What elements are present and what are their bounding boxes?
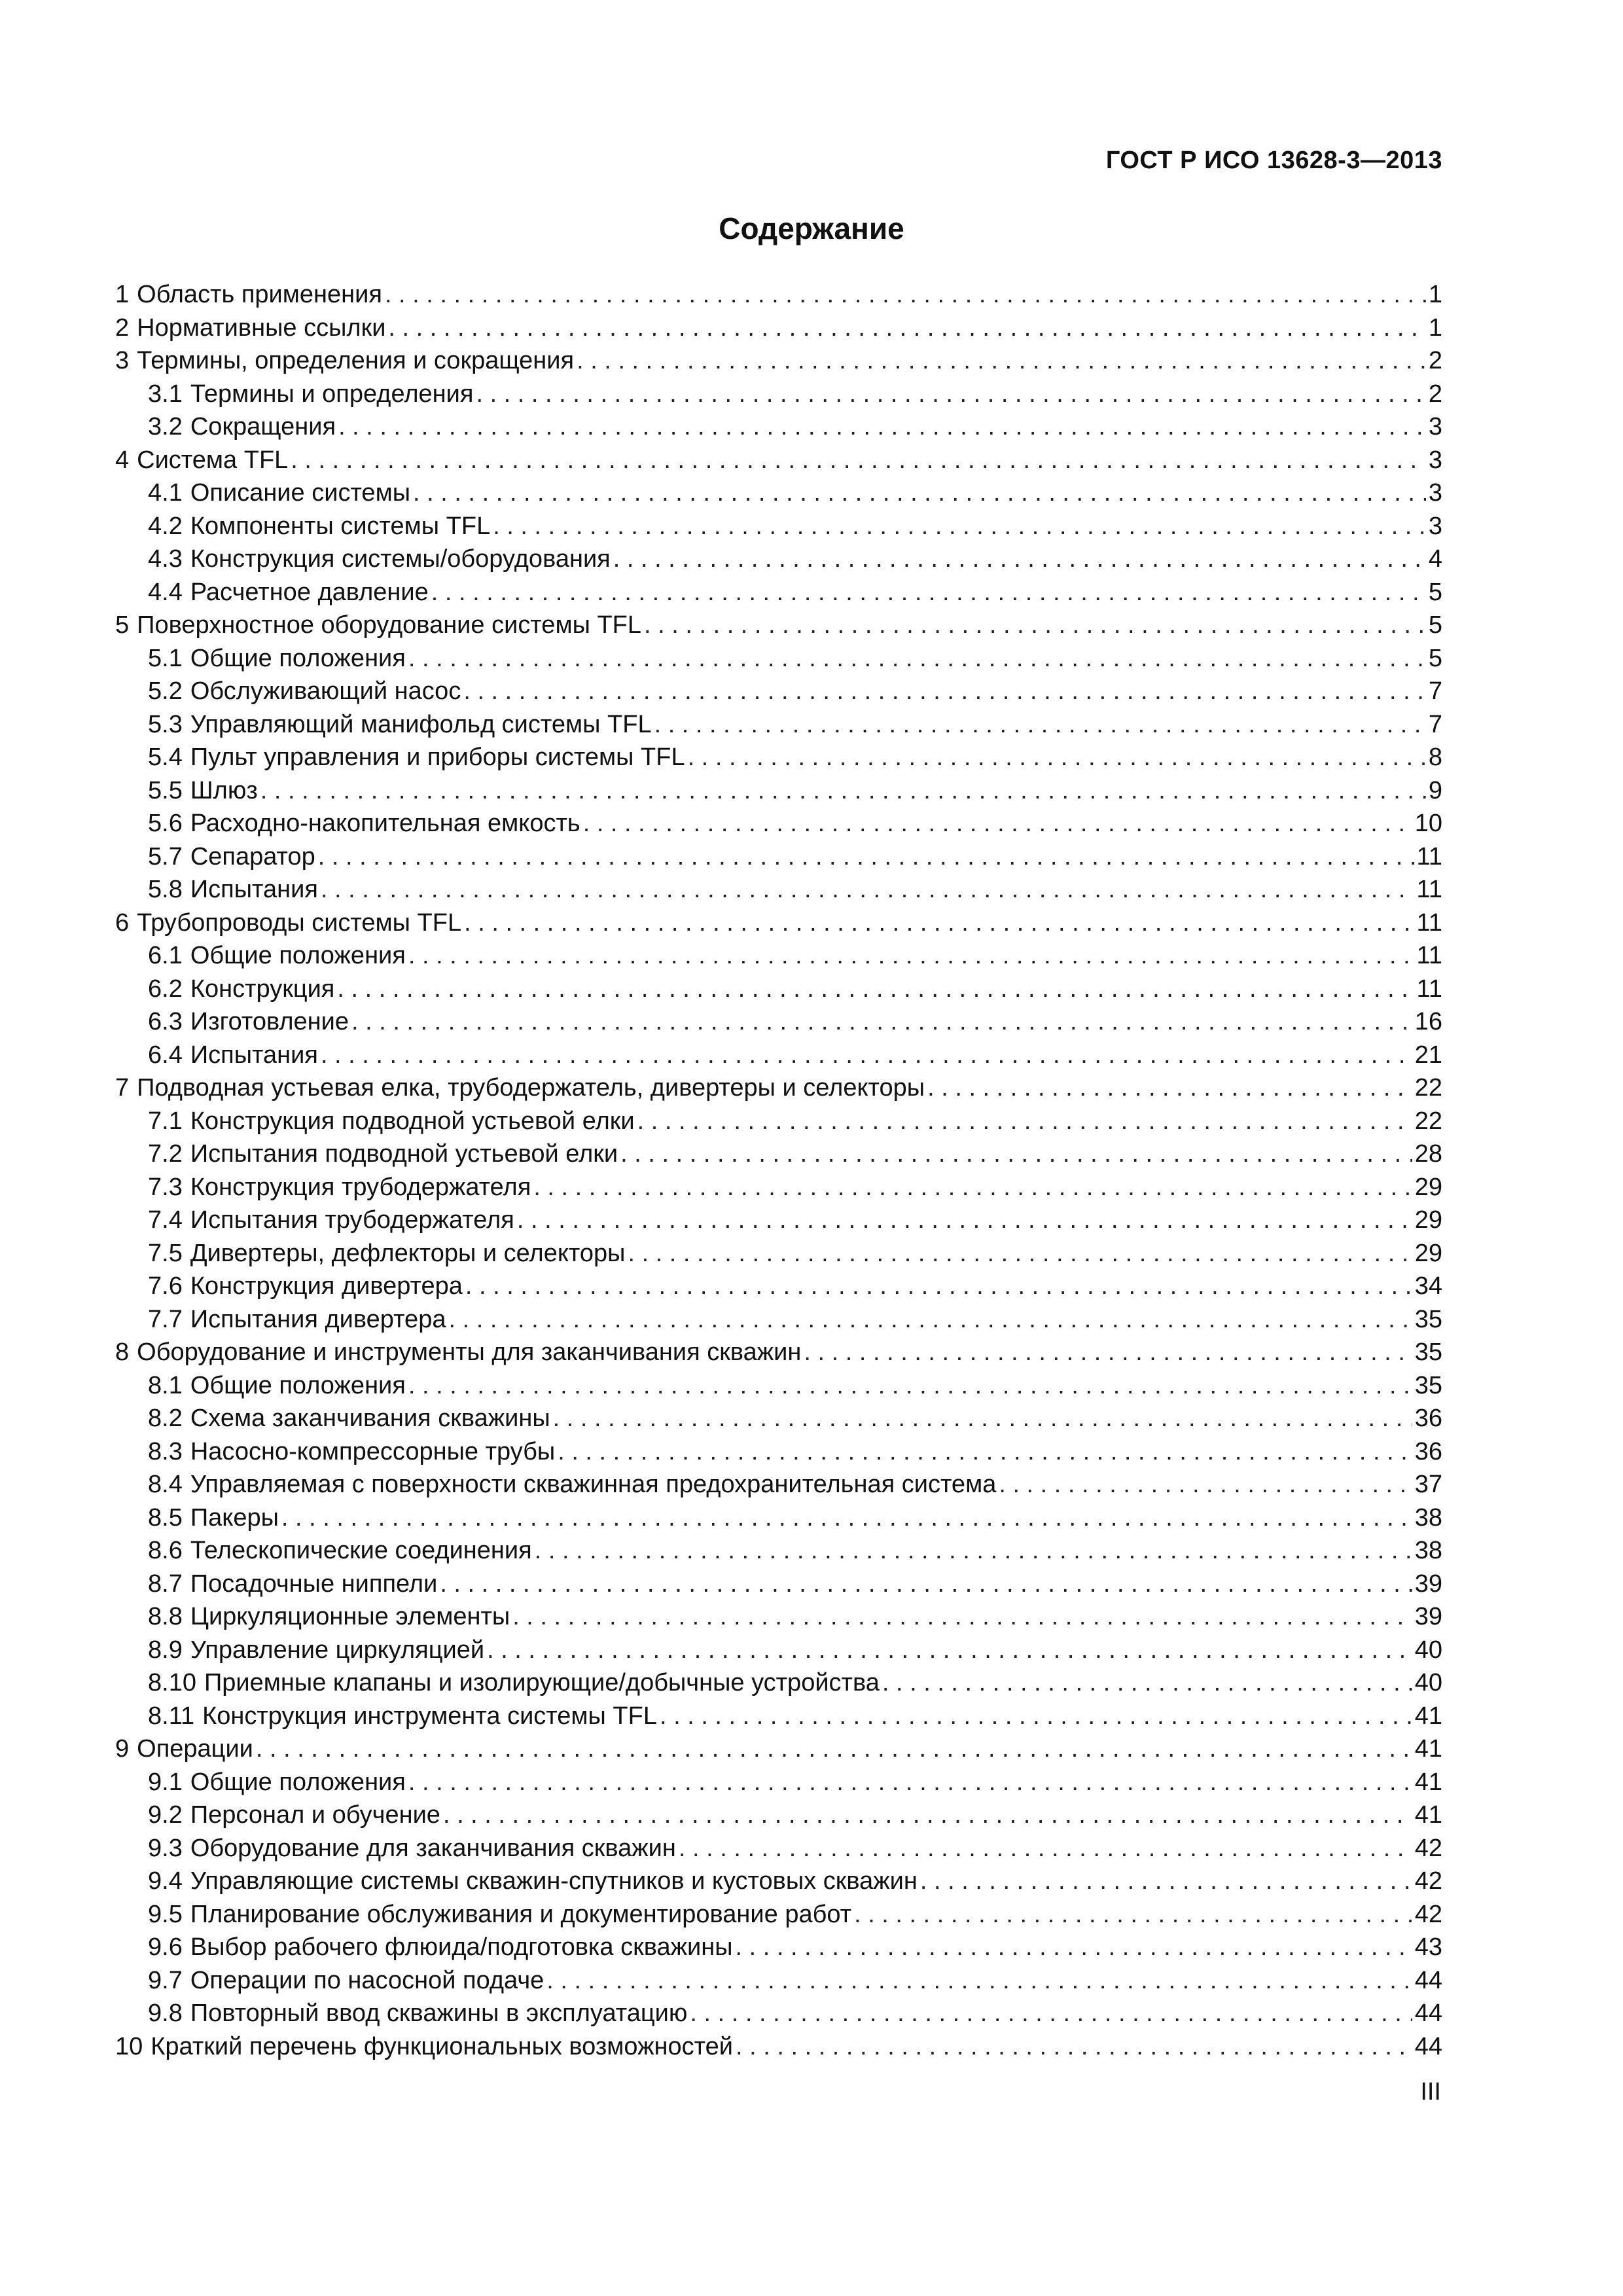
toc-entry-label: Общие положения <box>190 644 406 672</box>
toc-dot-leader <box>408 1766 1412 1799</box>
toc-entry-page: 44 <box>1414 2000 1442 2027</box>
toc-entry <box>115 807 1442 840</box>
toc-entry-label: Приемные клапаны и изолирующие/добычные устройства <box>204 1669 880 1696</box>
toc-entry <box>115 2030 1442 2064</box>
toc-entry-label: Циркуляционные элементы <box>190 1603 510 1630</box>
toc-dot-leader <box>440 1568 1412 1601</box>
toc-entry-number: 5.8 <box>148 876 183 903</box>
toc-entry <box>115 1270 1442 1303</box>
toc-entry-label: Конструкция инструмента системы TFL <box>202 1702 657 1730</box>
toc-entry-page: 39 <box>1414 1603 1442 1630</box>
toc-entry <box>115 1237 1442 1270</box>
toc-entry-page: 35 <box>1414 1338 1442 1366</box>
toc-dot-leader <box>463 675 1426 708</box>
toc-dot-leader <box>535 1534 1412 1568</box>
toc-entry <box>115 1997 1442 2030</box>
toc-dot-leader <box>351 1005 1412 1039</box>
toc-entry-page: 1 <box>1428 314 1442 342</box>
toc-entry-number: 7.1 <box>148 1107 183 1135</box>
toc-entry-number: 5.4 <box>148 744 183 771</box>
toc-entry-page: 21 <box>1414 1041 1442 1069</box>
toc-entry <box>115 1634 1442 1667</box>
toc-entry-page: 11 <box>1416 975 1442 1003</box>
toc-entry-label: Управляющие системы скважин-спутников и кустовых скважин <box>190 1867 918 1895</box>
toc-entry-label: Схема заканчивания скважины <box>190 1405 550 1432</box>
toc-dot-leader <box>854 1898 1412 1931</box>
toc-entry-label: Операции по насосной подаче <box>190 1966 544 1994</box>
toc-entry-label: Система TFL <box>137 446 289 474</box>
toc-entry-page: 22 <box>1414 1074 1442 1102</box>
toc-entry-page: 9 <box>1428 776 1442 804</box>
toc-entry-page: 42 <box>1414 1900 1442 1928</box>
toc-entry-number: 4.1 <box>148 479 183 507</box>
toc-entry-number: 6.1 <box>148 942 183 969</box>
toc-entry <box>115 312 1442 345</box>
toc-dot-leader <box>517 1204 1412 1237</box>
toc-entry <box>115 1071 1442 1105</box>
toc-dot-leader <box>487 1634 1412 1667</box>
toc-entry-page: 41 <box>1414 1801 1442 1829</box>
toc-entry-label: Телескопические соединения <box>190 1537 532 1564</box>
toc-entry <box>115 410 1442 444</box>
toc-entry-page: 4 <box>1428 545 1442 573</box>
toc-entry-page: 38 <box>1414 1537 1442 1564</box>
toc-dot-leader <box>465 1270 1412 1303</box>
toc-entry-page: 41 <box>1414 1768 1442 1796</box>
toc-entry-label: Нормативные ссылки <box>137 314 386 342</box>
toc-entry-number: 10 <box>115 2032 143 2060</box>
toc-entry <box>115 1732 1442 1766</box>
toc-entry-label: Конструкция <box>190 975 335 1003</box>
toc-entry <box>115 576 1442 609</box>
toc-entry-page: 5 <box>1428 578 1442 606</box>
toc-entry-page: 37 <box>1414 1471 1442 1498</box>
toc-entry-label: Персонал и обучение <box>190 1801 440 1829</box>
toc-entry-label: Термины, определения и сокращения <box>137 347 575 374</box>
toc-entry <box>115 378 1442 411</box>
toc-entry-label: Область применения <box>137 281 382 308</box>
toc-entry-label: Испытания трубодержателя <box>190 1206 514 1234</box>
toc-entry-label: Конструкция системы/оборудования <box>190 545 611 573</box>
toc-entry-number: 6 <box>115 908 130 937</box>
toc-entry-number: 3 <box>115 347 130 374</box>
toc-entry-number: 8 <box>115 1338 130 1366</box>
toc-entry-number: 6.2 <box>148 975 183 1003</box>
toc-entry-label: Общие положения <box>190 1371 406 1399</box>
toc-dot-leader <box>443 1799 1412 1832</box>
toc-dot-leader <box>338 410 1426 444</box>
toc-entry-number: 7 <box>115 1074 130 1102</box>
toc-entry-number: 9.5 <box>148 1900 183 1928</box>
toc-entry-page: 41 <box>1414 1702 1442 1730</box>
toc-entry <box>115 675 1442 708</box>
toc-dot-leader <box>679 1832 1412 1865</box>
toc-entry-page: 40 <box>1414 1636 1442 1664</box>
toc-entry <box>115 476 1442 510</box>
toc-entry-page: 3 <box>1428 446 1442 474</box>
toc-dot-leader <box>577 344 1426 378</box>
toc-entry-label: Общие положения <box>190 942 406 969</box>
toc-dot-leader <box>493 510 1426 543</box>
toc-entry-number: 7.7 <box>148 1305 183 1333</box>
toc-entry-number: 4 <box>115 446 130 474</box>
toc-entry <box>115 1303 1442 1336</box>
toc-entry-number: 8.8 <box>148 1603 183 1630</box>
toc-entry-page: 41 <box>1414 1735 1442 1763</box>
toc-dot-leader <box>448 1303 1412 1336</box>
toc-entry <box>115 1600 1442 1634</box>
toc-dot-leader <box>553 1402 1412 1435</box>
toc-entry-number: 3.2 <box>148 413 183 440</box>
toc-dot-leader <box>408 642 1426 675</box>
toc-entry-number: 8.11 <box>148 1702 195 1730</box>
toc-entry-label: Пакеры <box>190 1503 279 1532</box>
toc-entry-label: Планирование обслуживания и документирование работ <box>190 1900 852 1928</box>
toc-dot-leader <box>256 1732 1412 1766</box>
toc-dot-leader <box>318 840 1414 874</box>
toc-entry <box>115 1105 1442 1138</box>
toc-entry-number: 5.3 <box>148 710 183 738</box>
toc-entry-page: 39 <box>1414 1570 1442 1598</box>
toc-entry-number: 8.4 <box>148 1471 183 1498</box>
toc-entry-page: 7 <box>1428 710 1442 738</box>
toc-entry-number: 7.2 <box>148 1140 183 1168</box>
toc-entry-number: 8.7 <box>148 1570 183 1598</box>
toc-entry-page: 43 <box>1414 1933 1442 1961</box>
toc-entry-label: Управляемая с поверхности скважинная предохранительная система <box>190 1471 997 1498</box>
page-title: Содержание <box>719 211 904 245</box>
toc-entry-label: Дивертеры, дефлекторы и селекторы <box>190 1239 626 1267</box>
toc-dot-leader <box>260 774 1426 808</box>
toc-dot-leader <box>999 1468 1412 1501</box>
toc-dot-leader <box>613 543 1426 576</box>
toc-entry-page: 1 <box>1428 281 1442 308</box>
toc-dot-leader <box>688 741 1426 774</box>
toc-entry-number: 5.7 <box>148 842 183 870</box>
toc-entry-page: 38 <box>1414 1503 1442 1532</box>
toc-entry-label: Изготовление <box>190 1008 349 1035</box>
toc-dot-leader <box>644 609 1426 642</box>
toc-entry-label: Трубопроводы системы TFL <box>137 908 462 937</box>
toc-entry-number: 9.6 <box>148 1933 183 1961</box>
toc-entry-number: 9.1 <box>148 1768 183 1796</box>
toc-entry-label: Управляющий манифольд системы TFL <box>190 710 652 738</box>
toc-entry <box>115 741 1442 774</box>
toc-entry <box>115 1799 1442 1832</box>
toc-entry <box>115 1402 1442 1435</box>
toc-entry <box>115 1568 1442 1601</box>
toc-entry <box>115 1964 1442 1998</box>
toc-entry <box>115 1039 1442 1072</box>
toc-entry-label: Конструкция дивертера <box>190 1272 463 1300</box>
toc-entry-page: 34 <box>1414 1272 1442 1300</box>
toc-dot-leader <box>628 1237 1412 1270</box>
toc-entry <box>115 939 1442 973</box>
toc-entry-label: Пульт управления и приборы системы TFL <box>190 744 685 771</box>
toc-entry-number: 5.6 <box>148 810 183 837</box>
toc-dot-leader <box>431 576 1426 609</box>
toc-entry <box>115 1898 1442 1931</box>
toc-entry <box>115 1931 1442 1964</box>
toc-dot-leader <box>512 1600 1412 1634</box>
toc-entry <box>115 1435 1442 1469</box>
toc-entry-page: 42 <box>1414 1867 1442 1895</box>
toc-entry-label: Управление циркуляцией <box>190 1636 485 1664</box>
toc-entry-page: 44 <box>1414 2032 1442 2060</box>
toc-entry-number: 6.4 <box>148 1041 183 1069</box>
toc-dot-leader <box>385 278 1426 312</box>
toc-dot-leader <box>690 1997 1412 2030</box>
toc-entry-number: 5.2 <box>148 677 183 705</box>
toc-entry-page: 3 <box>1428 512 1442 540</box>
toc-entry-number: 2 <box>115 314 130 342</box>
toc-entry-page: 42 <box>1414 1834 1442 1862</box>
toc-entry-page: 29 <box>1414 1173 1442 1201</box>
toc-entry-number: 3.1 <box>148 380 183 408</box>
toc-entry-label: Повторный ввод скважины в эксплуатацию <box>190 2000 688 2027</box>
toc-entry <box>115 510 1442 543</box>
toc-entry-label: Краткий перечень функциональных возможностей <box>151 2032 733 2060</box>
toc-entry <box>115 444 1442 477</box>
toc-entry-number: 6.3 <box>148 1008 183 1035</box>
toc-entry-label: Выбор рабочего флюида/подготовка скважины <box>190 1933 733 1961</box>
toc-entry <box>115 1766 1442 1799</box>
toc-entry-label: Поверхностное оборудование системы TFL <box>137 611 641 639</box>
toc-entry-page: 29 <box>1414 1239 1442 1267</box>
toc-entry-label: Конструкция подводной устьевой елки <box>190 1107 635 1135</box>
toc-dot-leader <box>388 312 1425 345</box>
toc-entry-page: 5 <box>1428 644 1442 672</box>
toc-entry-label: Испытания подводной устьевой елки <box>190 1140 618 1168</box>
toc-dot-leader <box>558 1435 1412 1469</box>
toc-entry <box>115 873 1442 906</box>
toc-entry-number: 9.7 <box>148 1966 183 1994</box>
toc-entry-number: 8.6 <box>148 1537 183 1564</box>
toc-entry-page: 11 <box>1416 942 1442 969</box>
toc-dot-leader <box>533 1171 1412 1204</box>
toc-entry <box>115 906 1442 940</box>
toc-entry-page: 11 <box>1416 908 1442 937</box>
toc-entry-page: 35 <box>1414 1371 1442 1399</box>
toc-entry-number: 8.5 <box>148 1503 183 1532</box>
toc-dot-leader <box>620 1138 1412 1171</box>
toc-entry-label: Описание системы <box>190 479 411 507</box>
toc-entry-number: 4.4 <box>148 578 183 606</box>
toc-entry-number: 8.9 <box>148 1636 183 1664</box>
toc-entry <box>115 543 1442 576</box>
toc-entry-page: 36 <box>1414 1437 1442 1465</box>
toc-entry-label: Расходно-накопительная емкость <box>190 810 580 837</box>
table-of-contents <box>115 278 1442 2063</box>
toc-entry-page: 10 <box>1414 810 1442 837</box>
toc-entry-label: Сокращения <box>190 413 336 440</box>
toc-entry <box>115 708 1442 742</box>
toc-entry-number: 8.1 <box>148 1371 183 1399</box>
toc-dot-leader <box>464 906 1414 940</box>
toc-entry-page: 7 <box>1428 677 1442 705</box>
toc-dot-leader <box>291 444 1426 477</box>
toc-entry <box>115 1204 1442 1237</box>
toc-entry-number: 5.5 <box>148 776 183 804</box>
toc-entry-page: 8 <box>1428 744 1442 771</box>
toc-entry-page: 16 <box>1414 1008 1442 1035</box>
toc-entry-page: 35 <box>1414 1305 1442 1333</box>
toc-entry-number: 7.4 <box>148 1206 183 1234</box>
toc-entry-page: 29 <box>1414 1206 1442 1234</box>
toc-entry-number: 8.2 <box>148 1405 183 1432</box>
toc-entry-number: 9.4 <box>148 1867 183 1895</box>
toc-entry-number: 5 <box>115 611 130 639</box>
page-number: III <box>1420 2078 1441 2106</box>
toc-entry-number: 9 <box>115 1735 130 1763</box>
toc-entry-page: 40 <box>1414 1669 1442 1696</box>
toc-dot-leader <box>583 807 1412 840</box>
toc-entry-number: 8.10 <box>148 1669 196 1696</box>
toc-dot-leader <box>882 1666 1412 1700</box>
toc-entry-page: 11 <box>1416 842 1442 870</box>
toc-entry-number: 9.3 <box>148 1834 183 1862</box>
toc-dot-leader <box>736 2030 1412 2064</box>
toc-entry-label: Испытания дивертера <box>190 1305 446 1333</box>
toc-entry-page: 3 <box>1428 413 1442 440</box>
toc-entry-label: Расчетное давление <box>190 578 429 606</box>
toc-dot-leader <box>321 1039 1412 1072</box>
toc-dot-leader <box>736 1931 1412 1964</box>
toc-dot-leader <box>337 973 1414 1006</box>
document-header: ГОСТ Р ИСО 13628-3—2013 <box>1105 147 1442 174</box>
toc-entry <box>115 1468 1442 1501</box>
toc-entry-number: 4.3 <box>148 545 183 573</box>
toc-entry-page: 44 <box>1414 1966 1442 1994</box>
toc-entry-number: 9.8 <box>148 2000 183 2027</box>
toc-dot-leader <box>408 1369 1412 1403</box>
toc-dot-leader <box>804 1336 1412 1369</box>
toc-dot-leader <box>660 1700 1412 1733</box>
toc-entry <box>115 1534 1442 1568</box>
toc-entry-label: Насосно-компрессорные трубы <box>190 1437 556 1465</box>
toc-entry-label: Оборудование и инструменты для заканчивания скважин <box>137 1338 802 1366</box>
toc-entry-page: 36 <box>1414 1405 1442 1432</box>
toc-entry-label: Термины и определения <box>190 380 474 408</box>
toc-dot-leader <box>927 1071 1412 1105</box>
toc-dot-leader <box>408 939 1414 973</box>
toc-dot-leader <box>281 1501 1412 1535</box>
toc-entry <box>115 1501 1442 1535</box>
toc-entry <box>115 1700 1442 1733</box>
toc-dot-leader <box>546 1964 1412 1998</box>
toc-dot-leader <box>654 708 1426 742</box>
toc-entry <box>115 1138 1442 1171</box>
toc-entry <box>115 774 1442 808</box>
toc-entry-number: 9.2 <box>148 1801 183 1829</box>
toc-dot-leader <box>321 873 1414 906</box>
toc-entry-label: Операции <box>137 1735 253 1763</box>
toc-entry <box>115 1832 1442 1865</box>
toc-entry-label: Испытания <box>190 876 318 903</box>
toc-entry <box>115 609 1442 642</box>
toc-dot-leader <box>413 476 1426 510</box>
toc-entry <box>115 1865 1442 1898</box>
toc-entry-number: 5.1 <box>148 644 183 672</box>
toc-entry <box>115 642 1442 675</box>
toc-entry-page: 22 <box>1414 1107 1442 1135</box>
toc-entry <box>115 1005 1442 1039</box>
toc-dot-leader <box>920 1865 1412 1898</box>
toc-entry-label: Шлюз <box>190 776 258 804</box>
toc-dot-leader <box>476 378 1425 411</box>
toc-entry-label: Подводная устьевая елка, трубодержатель, дивертеры и селекторы <box>137 1074 925 1102</box>
toc-entry <box>115 344 1442 378</box>
toc-entry-label: Конструкция трубодержателя <box>190 1173 531 1201</box>
toc-entry-label: Обслуживающий насос <box>190 677 461 705</box>
toc-entry-number: 4.2 <box>148 512 183 540</box>
toc-entry <box>115 1369 1442 1403</box>
toc-entry-label: Посадочные ниппели <box>190 1570 438 1598</box>
toc-entry-page: 28 <box>1414 1140 1442 1168</box>
toc-entry-number: 7.6 <box>148 1272 183 1300</box>
toc-entry-page: 5 <box>1428 611 1442 639</box>
toc-entry-label: Испытания <box>190 1041 318 1069</box>
toc-entry <box>115 973 1442 1006</box>
toc-entry <box>115 840 1442 874</box>
toc-entry-number: 7.5 <box>148 1239 183 1267</box>
toc-entry-page: 2 <box>1428 380 1442 408</box>
toc-entry <box>115 278 1442 312</box>
toc-entry <box>115 1171 1442 1204</box>
toc-entry-number: 7.3 <box>148 1173 183 1201</box>
toc-entry-label: Оборудование для заканчивания скважин <box>190 1834 676 1862</box>
toc-entry-page: 2 <box>1428 347 1442 374</box>
toc-entry-label: Общие положения <box>190 1768 406 1796</box>
toc-entry <box>115 1666 1442 1700</box>
toc-entry-label: Компоненты системы TFL <box>190 512 491 540</box>
toc-dot-leader <box>637 1105 1412 1138</box>
toc-entry-label: Сепаратор <box>190 842 315 870</box>
toc-entry-number: 8.3 <box>148 1437 183 1465</box>
toc-entry <box>115 1336 1442 1369</box>
toc-entry-number: 1 <box>115 281 130 308</box>
toc-entry-page: 11 <box>1416 876 1442 903</box>
toc-entry-page: 3 <box>1428 479 1442 507</box>
